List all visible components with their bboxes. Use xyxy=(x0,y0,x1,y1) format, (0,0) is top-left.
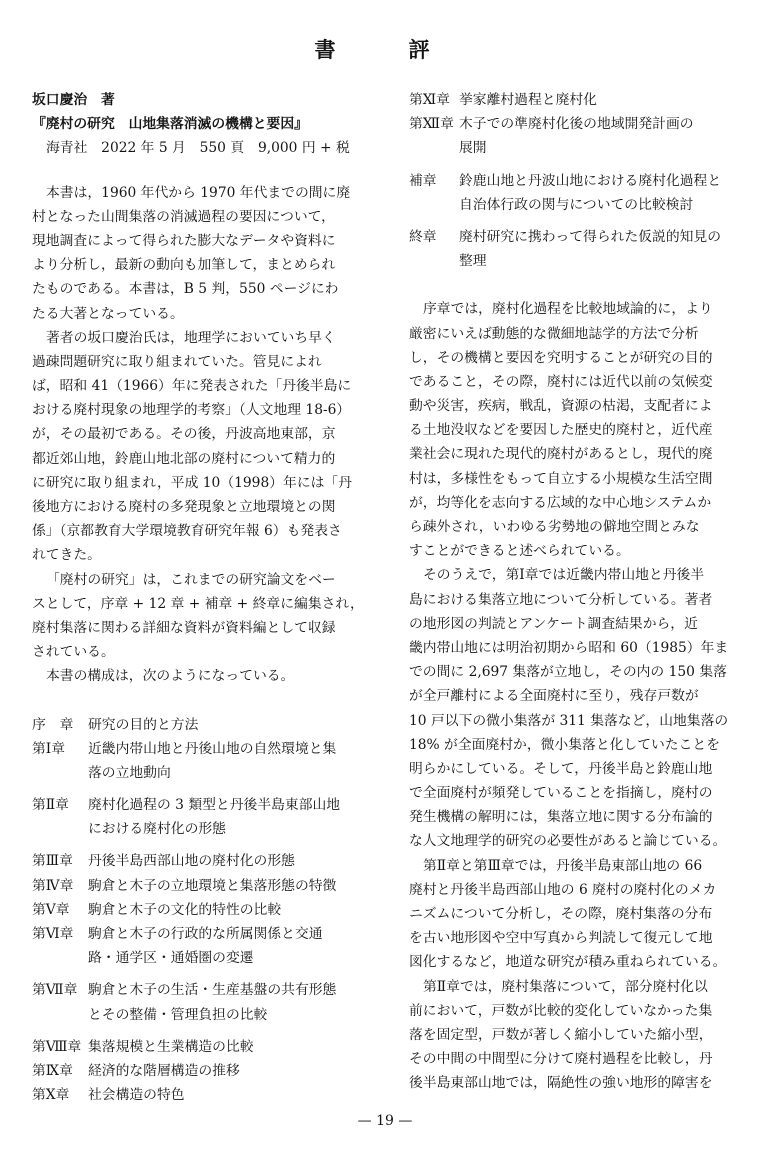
toc-item xyxy=(409,112,747,160)
toc-title-line: 経済的な階層構造の推移 xyxy=(88,1063,240,1080)
text-line: されている。 xyxy=(32,644,115,661)
toc-title-line: 駒倉と木子の立地環境と集落形態の特徴 xyxy=(88,877,337,894)
toc-title-line: 駒倉と木子の生活・生産基盤の共有形態 xyxy=(88,982,337,999)
left-body xyxy=(32,181,370,689)
text-line: 18% が全面廃村か，微小集落と化していたことを xyxy=(409,736,720,753)
text-line: 図化するなど，地道な研究が積み重ねられている。 xyxy=(409,954,727,971)
toc-title-line: 路・通学区・通婚圏の変遷 xyxy=(88,950,254,967)
text-line: 後地方における廃村の多発現象と立地環境との関 xyxy=(32,499,336,515)
toc-chapter-title xyxy=(459,225,747,273)
text-line: 村は，多様性をもって自立する小規模な生活空間 xyxy=(409,470,713,487)
toc-title-line: とその整備・管理負担の比較 xyxy=(88,1006,268,1023)
text-line: 「廃村の研究」は，これまでの研究論文をベー xyxy=(46,571,336,588)
text-line: 10 戸以下の微小集落が 311 集落など，山地集落の xyxy=(409,712,729,729)
toc-chapter-label: 終章 xyxy=(409,228,437,245)
toc-title-line: 集落規模と生業構造の比較 xyxy=(88,1038,254,1055)
toc-chapter-title xyxy=(88,898,370,922)
toc-item xyxy=(32,793,370,841)
review-author: 坂口慶治 著 xyxy=(32,92,115,108)
table-of-contents-left xyxy=(32,713,370,1108)
toc-item xyxy=(32,737,370,785)
toc-chapter-label: 第Ⅶ章 xyxy=(32,982,78,999)
toc-chapter-label: 第Ⅱ章 xyxy=(32,797,69,814)
page-number: — 19 — xyxy=(357,1113,413,1129)
text-line: 明らかにしている。そして，丹後半島と鈴鹿山地 xyxy=(409,760,713,777)
toc-item xyxy=(32,713,370,737)
toc-chapter-label: 第Ⅻ章 xyxy=(409,116,454,133)
toc-item xyxy=(32,849,370,873)
text-line: より分析し，最新の動向も加筆して，まとめられ xyxy=(32,257,336,274)
toc-chapter-title xyxy=(88,874,370,898)
toc-title-line: 駒倉と木子の行政的な所属関係と交通 xyxy=(88,926,323,943)
toc-title-line: 自治体行政の関与についての比較検討 xyxy=(459,196,694,213)
text-line: で全面廃村が頻発していることを指摘し，廃村の xyxy=(409,785,713,802)
text-line: に研究に取り組まれ，平成 10（1998）年には「丹 xyxy=(32,474,353,491)
toc-chapter-title xyxy=(88,737,370,785)
toc-spacer xyxy=(409,217,747,225)
text-line: すことができると述べられている。 xyxy=(409,543,630,560)
toc-title-line: 鈴鹿山地と丹波山地における廃村化過程と xyxy=(459,172,722,189)
text-line: 前において，戸数が比較的変化していなかった集 xyxy=(409,1002,713,1019)
toc-title-line: 社会構造の特色 xyxy=(88,1087,185,1104)
toc-chapter-title xyxy=(459,88,747,112)
toc-chapter-label: 第Ⅸ章 xyxy=(32,1063,73,1080)
text-line: 落を固定型，戸数が著しく縮小していた縮小型， xyxy=(409,1026,713,1043)
toc-chapter-label: 第Ⅷ章 xyxy=(32,1038,82,1055)
toc-item xyxy=(32,1083,370,1107)
toc-spacer xyxy=(32,841,370,849)
toc-title-line: 駒倉と木子の文化的特性の比較 xyxy=(88,901,282,918)
text-line: その中間の中間型に分けて廃村過程を比較し，丹 xyxy=(409,1051,713,1068)
text-line: 著者の坂口慶治氏は，地理学においていち早く xyxy=(46,329,336,346)
toc-item xyxy=(32,874,370,898)
text-line: が全戸離村による全面廃村に至り，残存戸数が xyxy=(409,688,699,705)
paragraph xyxy=(32,568,370,665)
text-line: 業社会に現れた現代的廃村があるとし，現代的廃 xyxy=(409,446,713,463)
toc-chapter-title xyxy=(88,922,370,970)
toc-spacer xyxy=(32,1027,370,1035)
toc-item xyxy=(32,898,370,922)
toc-item xyxy=(32,922,370,970)
text-line: 係」（京都教育大学環境教育研究年報 6）も発表さ xyxy=(32,523,342,540)
text-line: を古い地形図や空中写真から判読して復元して地 xyxy=(409,930,713,947)
text-line: 過疎問題研究に取り組まれていた。管見によれ xyxy=(32,353,322,370)
text-line: 現地調査によって得られた膨大なデータや資料に xyxy=(32,232,336,249)
toc-chapter-title xyxy=(88,1083,370,1107)
text-line: 第Ⅱ章では，廃村集落について，部分廃村化以 xyxy=(423,978,708,995)
toc-title-line: における廃村化の形態 xyxy=(88,821,226,838)
toc-item xyxy=(409,225,747,273)
toc-title-line: 研究の目的と方法 xyxy=(88,716,199,733)
paragraph xyxy=(409,975,747,1096)
text-line: 本書の構成は，次のようになっている。 xyxy=(46,668,295,685)
text-line: 本書は，1960 年代から 1970 年代までの間に廃 xyxy=(46,184,351,201)
text-line: 第Ⅱ章と第Ⅲ章では，丹後半島東部山地の 66 xyxy=(423,857,703,874)
text-line: おける廃村現象の地理学的考察」（人文地理 18-6） xyxy=(32,402,351,419)
toc-chapter-title xyxy=(88,849,370,873)
toc-item xyxy=(409,88,747,112)
text-line: そのうえで，第Ⅰ章では近畿内帯山地と丹後半 xyxy=(423,567,705,584)
toc-chapter-label: 第Ⅳ章 xyxy=(32,877,74,894)
text-line: る土地没収などを要因した歴史的廃村と，近代産 xyxy=(409,422,713,439)
text-line: し，その機構と要因を究明することが研究の目的 xyxy=(409,349,713,366)
text-line: が，その最初である。その後，丹波高地東部，京 xyxy=(32,426,336,443)
text-line: 発生機構の解明には，集落立地に関する分布論的 xyxy=(409,809,713,826)
toc-chapter-label: 第Ⅰ章 xyxy=(32,740,66,757)
toc-title-line: 整理 xyxy=(459,253,487,270)
toc-chapter-label: 補章 xyxy=(409,172,437,189)
toc-chapter-title xyxy=(88,793,370,841)
toc-title-line: 丹後半島西部山地の廃村化の形態 xyxy=(88,853,295,870)
paragraph xyxy=(32,664,370,688)
toc-chapter-label: 第Ⅲ章 xyxy=(32,853,73,870)
review-publication: 海青社 2022 年 5 月 550 頁 9,000 円 + 税 xyxy=(46,140,350,157)
toc-chapter-label: 第Ⅹ章 xyxy=(32,1087,70,1104)
text-line: 廃村と丹後半島西部山地の 6 廃村の廃村化のメカ xyxy=(409,881,717,898)
toc-title-line: 木子での準廃村化後の地域開発計画の xyxy=(459,116,694,133)
toc-chapter-label: 第Ⅴ章 xyxy=(32,901,70,918)
paragraph xyxy=(32,326,370,568)
toc-chapter-title xyxy=(459,112,747,160)
toc-spacer xyxy=(409,161,747,169)
text-line: ニズムについて分析し，その際，廃村集落の分布 xyxy=(409,906,713,923)
paragraph xyxy=(409,563,747,853)
table-of-contents-right xyxy=(409,88,747,273)
right-column xyxy=(409,88,747,1096)
text-line: スとして，序章 + 12 章 + 補章 + 終章に編集され， xyxy=(32,595,364,612)
text-line: 畿内帯山地には明治初期から昭和 60（1985）年ま xyxy=(409,639,729,656)
text-line: での間に 2,697 集落が立地し，その内の 150 集落 xyxy=(409,664,727,681)
toc-title-line: 近畿内帯山地と丹後山地の自然環境と集 xyxy=(88,740,337,757)
page-title: 書 評 xyxy=(314,38,456,62)
toc-chapter-title xyxy=(88,978,370,1026)
right-body xyxy=(409,297,747,1095)
text-line: 序章では，廃村化過程を比較地域論的に，より xyxy=(423,301,713,318)
toc-item xyxy=(32,1059,370,1083)
text-line: たものである。本書は，B 5 判，550 ページにわ xyxy=(32,281,339,298)
left-column xyxy=(32,88,370,1107)
toc-chapter-title xyxy=(459,169,747,217)
toc-chapter-title xyxy=(88,1035,370,1059)
text-line: な人文地理学的研究の必要性があると論じている。 xyxy=(409,833,727,850)
text-line: ら疎外され，いわゆる劣勢地の僻地空間とみな xyxy=(409,519,700,536)
text-line: の地形図の判読とアンケート調査結果から，近 xyxy=(409,615,698,632)
toc-title-line: 廃村化過程の 3 類型と丹後半島東部山地 xyxy=(88,797,341,814)
toc-title-line: 廃村研究に携わって得られた仮説的知見の xyxy=(459,228,722,245)
toc-chapter-title xyxy=(88,1059,370,1083)
text-line: れてきた。 xyxy=(32,547,101,564)
review-book-title: 『廃村の研究 山地集落消滅の機構と要因』 xyxy=(32,116,308,133)
text-line: 村となった山間集落の消滅過程の要因について， xyxy=(32,208,335,225)
toc-chapter-label: 第Ⅵ章 xyxy=(32,926,74,943)
paragraph xyxy=(409,297,747,563)
toc-chapter-label: 序 章 xyxy=(32,716,74,733)
paragraph xyxy=(409,854,747,975)
toc-chapter-title xyxy=(88,713,370,737)
toc-spacer xyxy=(32,785,370,793)
text-line: であること，その際，廃村には近代以前の気候変 xyxy=(409,373,713,390)
text-line: 島における集落立地について分析している。著者 xyxy=(409,591,713,608)
toc-chapter-label: 第Ⅺ章 xyxy=(409,92,450,108)
toc-title-line: 落の立地動向 xyxy=(88,764,171,781)
text-line: が，均等化を志向する広域的な中心地システムか xyxy=(409,494,712,511)
text-line: 廃村集落に関わる詳細な資料が資料編として収録 xyxy=(32,619,336,636)
toc-spacer xyxy=(32,970,370,978)
paragraph xyxy=(32,181,370,326)
text-line: 動や災害，疾病，戦乱，資源の枯渇，支配者によ xyxy=(409,398,713,415)
text-line: 都近郊山地，鈴鹿山地北部の廃村について精力的 xyxy=(32,450,336,467)
toc-item xyxy=(409,169,747,217)
toc-title-line: 挙家離村過程と廃村化 xyxy=(459,92,597,108)
toc-title-line: 展開 xyxy=(459,140,487,157)
text-line: ば，昭和 41（1966）年に発表された「丹後半島に xyxy=(32,378,352,395)
text-line: たる大著となっている。 xyxy=(32,305,184,322)
toc-item xyxy=(32,1035,370,1059)
text-line: 厳密にいえば動態的な微細地誌学的方法で分析 xyxy=(409,325,699,342)
text-line: 後半島東部山地では，隔絶性の強い地形的障害を xyxy=(409,1075,713,1092)
toc-item xyxy=(32,978,370,1026)
